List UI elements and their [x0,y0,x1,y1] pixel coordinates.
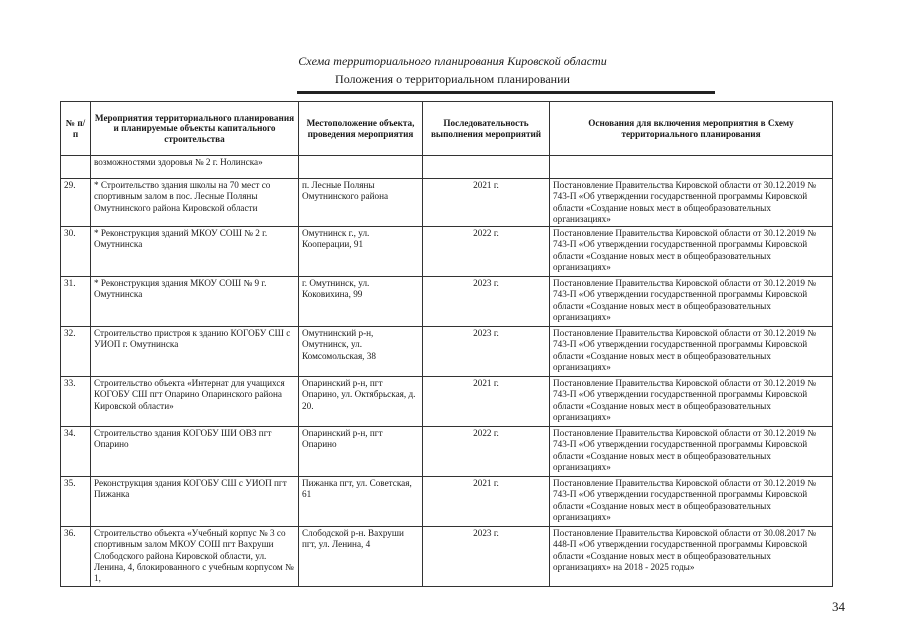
column-header-number: № п/п [61,102,91,156]
cell-number: 30. [61,227,91,277]
cell-sequence: 2021 г. [423,377,550,427]
cell-sequence: 2021 г. [423,179,550,227]
cell-sequence: 2023 г. [423,277,550,327]
column-header-sequence: Последовательность выполнения мероприятий [423,102,550,156]
cell-sequence: 2023 г. [423,527,550,586]
cell-number: 36. [61,527,91,586]
cell-number: 31. [61,277,91,327]
cell-basis: Постановление Правительства Кировской области от 30.12.2019 № 743-П «Об утверждении государственной программы Кировской области «Создание новых мест в общеобразовательных организациях» [550,277,833,327]
cell-basis: Постановление Правительства Кировской области от 30.12.2019 № 743-П «Об утверждении государственной программы Кировской области «Создание новых мест в общеобразовательных организациях» [550,227,833,277]
cell-measure: Строительство объекта «Интернат для учащихся КОГОБУ СШ пгт Опарино Опаринского района Кировской области» [91,377,299,427]
cell-number: 33. [61,377,91,427]
cell-measure: Строительство объекта «Учебный корпус № 3 со спортивным залом МКОУ СОШ пгт Вахруши Слободского района Кировской области, ул. Ленина, 4, блокированного с учебным корпусом № 1, [91,527,299,586]
cell-basis: Постановление Правительства Кировской области от 30.12.2019 № 743-П «Об утверждении государственной программы Кировской области «Создание новых мест в общеобразовательных организациях» [550,327,833,377]
cell-location: г. Омутнинск, ул. Коковихина, 99 [299,277,423,327]
cell-measure: * Реконструкция здания МКОУ СОШ № 9 г. Омутнинска [91,277,299,327]
cell-basis: Постановление Правительства Кировской области от 30.12.2019 № 743-П «Об утверждении государственной программы Кировской области «Создание новых мест в общеобразовательных организациях» [550,179,833,227]
table-row [61,477,833,527]
document-subtitle: Положения о территориальном планировании [335,72,570,86]
column-header-location: Местоположение объекта, проведения мероприятия [299,102,423,156]
table-row-continuation [61,156,833,179]
table-row [61,527,833,586]
cell-measure: Реконструкция здания КОГОБУ СШ с УИОП пгт Пижанка [91,477,299,527]
cell-location: Опаринский р-н, пгт Опарино [299,427,423,477]
table-row [61,427,833,477]
cell-sequence [423,156,550,179]
table-header-row [61,102,833,156]
table-row [61,377,833,427]
cell-location: Опаринский р-н, пгт Опарино, ул. Октябрьская, д. 20. [299,377,423,427]
column-header-measure: Мероприятия территориального планирования и планируемые объекты капитального строительства [91,102,299,156]
cell-location: п. Лесные Поляны Омутнинского района [299,179,423,227]
cell-measure: Строительство пристроя к зданию КОГОБУ СШ с УИОП г. Омутнинска [91,327,299,377]
cell-basis: Постановление Правительства Кировской области от 30.08.2017 № 448-П «Об утверждении государственной программы Кировской области «Создание новых мест в общеобразовательных организациях» на 2018 - 2025 годы» [550,527,833,586]
cell-measure: * Строительство здания школы на 70 мест со спортивным залом в пос. Лесные Поляны Омутнинского района Кировской области [91,179,299,227]
cell-sequence: 2023 г. [423,327,550,377]
table-row [61,179,833,227]
cell-number [61,156,91,179]
cell-sequence: 2022 г. [423,427,550,477]
cell-number: 29. [61,179,91,227]
cell-number: 34. [61,427,91,477]
column-header-basis: Основания для включения мероприятия в Схему территориального планирования [550,102,833,156]
cell-basis: Постановление Правительства Кировской области от 30.12.2019 № 743-П «Об утверждении государственной программы Кировской области «Создание новых мест в общеобразовательных организациях» [550,377,833,427]
cell-number: 32. [61,327,91,377]
table-row [61,277,833,327]
table-row [61,227,833,277]
cell-sequence: 2022 г. [423,227,550,277]
page-number: 34 [832,599,845,614]
planning-table [60,101,833,587]
cell-measure: Строительство здания КОГОБУ ШИ ОВЗ пгт Опарино [91,427,299,477]
cell-number: 35. [61,477,91,527]
cell-basis: Постановление Правительства Кировской области от 30.12.2019 № 743-П «Об утверждении государственной программы Кировской области «Создание новых мест в общеобразовательных организациях» [550,477,833,527]
header-rule [297,91,715,94]
cell-location: Пижанка пгт, ул. Советская, 61 [299,477,423,527]
cell-basis: Постановление Правительства Кировской области от 30.12.2019 № 743-П «Об утверждении государственной программы Кировской области «Создание новых мест в общеобразовательных организациях» [550,427,833,477]
cell-basis [550,156,833,179]
cell-location: Омутнинск г., ул. Кооперации, 91 [299,227,423,277]
cell-location [299,156,423,179]
document-title: Схема территориального планирования Кировской области [298,54,607,68]
cell-sequence: 2021 г. [423,477,550,527]
cell-measure: * Реконструкция зданий МКОУ СОШ № 2 г. Омутнинска [91,227,299,277]
cell-measure: возможностями здоровья № 2 г. Нолинска» [91,156,299,179]
cell-location: Слободской р-н. Вахруши пгт, ул. Ленина, 4 [299,527,423,586]
table-row [61,327,833,377]
cell-location: Омутнинский р-н, Омутнинск, ул. Комсомольская, 38 [299,327,423,377]
